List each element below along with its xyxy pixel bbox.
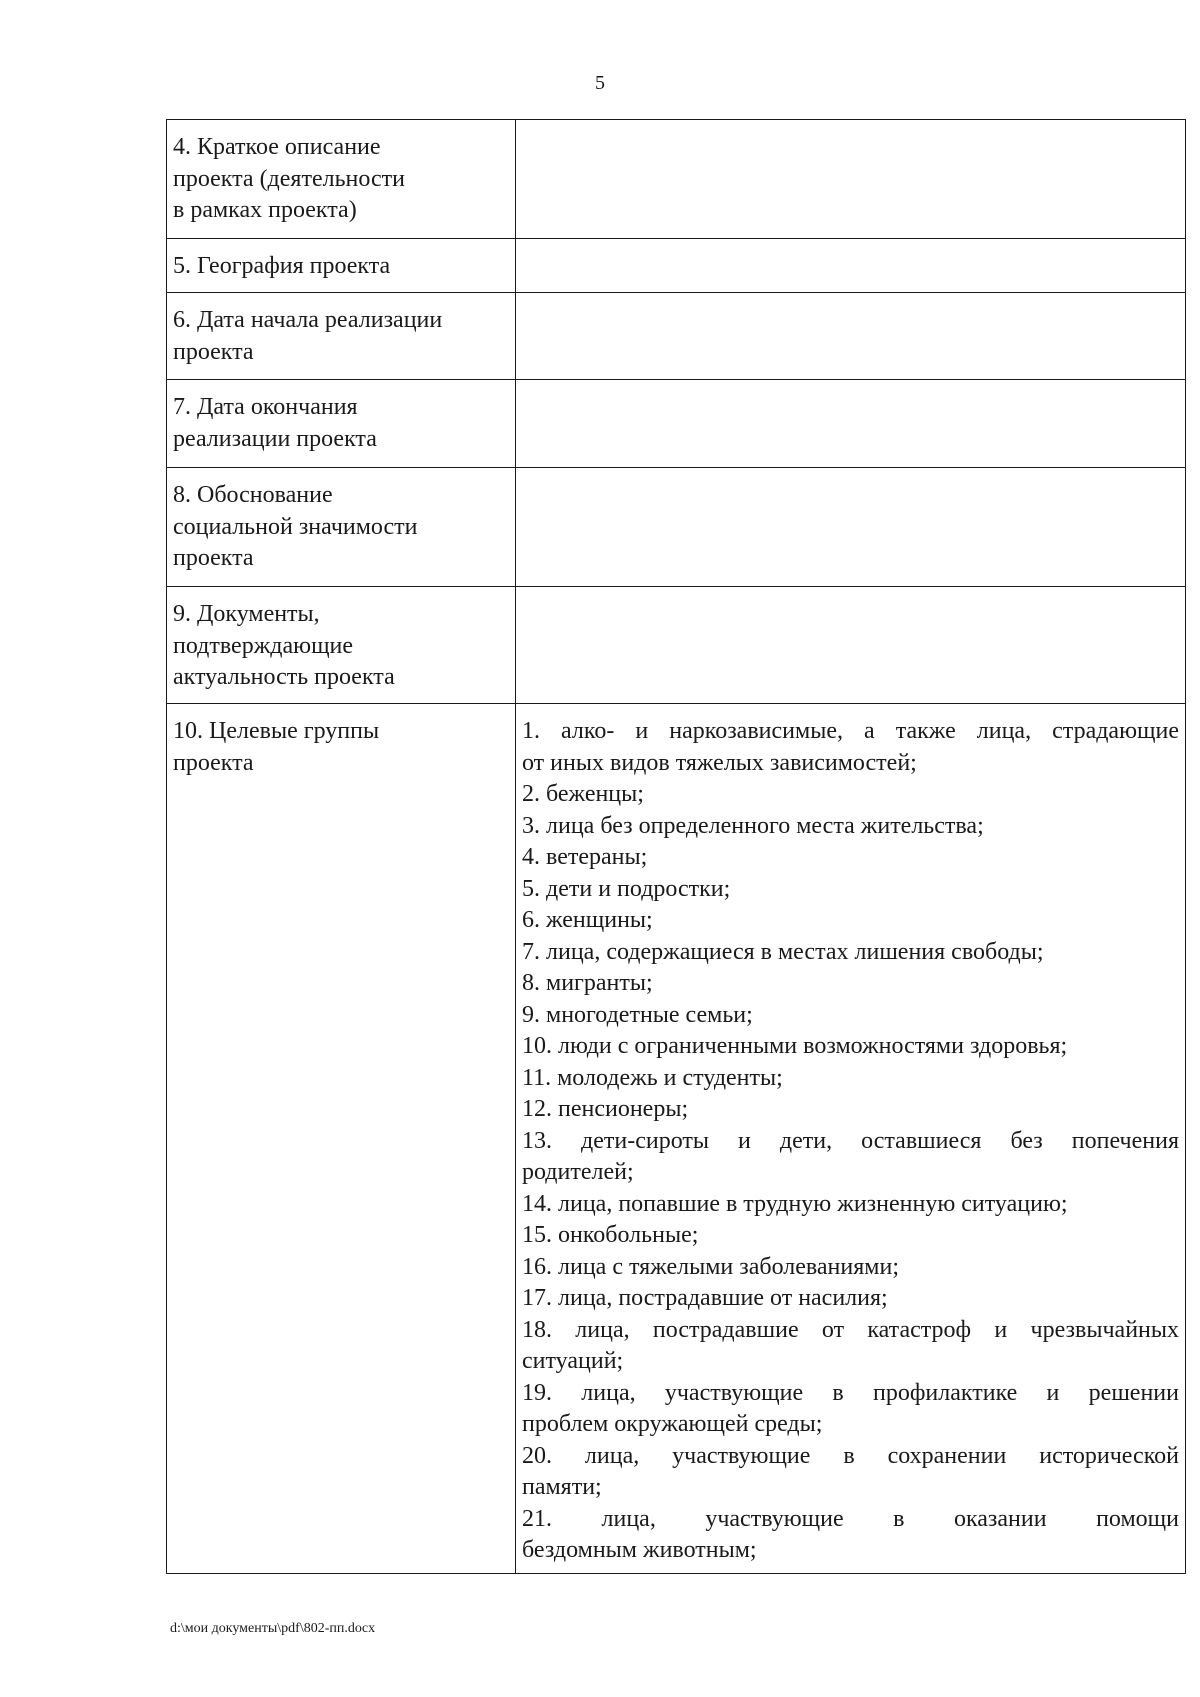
- label-line: 9. Документы,: [173, 601, 320, 627]
- target-group-item: [522, 1000, 1179, 1032]
- label-line: социальной значимости: [173, 513, 418, 540]
- target-group-item: [522, 1315, 1179, 1378]
- target-group-line: памяти;: [522, 1474, 602, 1500]
- label-line: 7. Дата окончания: [173, 394, 358, 420]
- table-row: [167, 587, 1186, 704]
- target-group-line: 4. ветераны;: [522, 844, 648, 870]
- label-line: проекта: [173, 749, 254, 776]
- target-group-item: [522, 779, 1179, 811]
- row-label: [167, 468, 516, 587]
- target-group-line: 2. беженцы;: [522, 781, 644, 807]
- row-value: [516, 293, 1186, 380]
- target-group-line: 7. лица, содержащиеся в местах лишения свободы;: [522, 938, 1044, 965]
- row-label: [167, 704, 516, 1574]
- target-group-item: [522, 1189, 1179, 1221]
- target-group-line: 13. дети-сироты и дети, оставшиеся без попечения: [522, 1127, 1179, 1154]
- target-group-line: 16. лица с тяжелыми заболеваниями;: [522, 1253, 899, 1280]
- project-form-table: [166, 119, 1186, 1574]
- target-group-line: 11. молодежь и студенты;: [522, 1064, 783, 1091]
- target-group-item: [522, 937, 1179, 969]
- target-group-line: 19. лица, участвующие в профилактике и решении: [522, 1379, 1179, 1406]
- label-line: 8. Обоснование: [173, 482, 333, 508]
- target-group-line: 20. лица, участвующие в сохранении исторической: [522, 1442, 1179, 1469]
- label-line: проекта: [173, 338, 254, 365]
- target-group-line: 14. лица, попавшие в трудную жизненную ситуацию;: [522, 1190, 1068, 1217]
- row-label: [167, 380, 516, 468]
- row-label: [167, 120, 516, 239]
- target-groups-list: [516, 704, 1186, 1574]
- target-group-line: 8. мигранты;: [522, 970, 653, 996]
- label-line: 4. Краткое описание: [173, 134, 381, 160]
- target-group-line: бездомным животным;: [522, 1537, 757, 1563]
- target-group-line: проблем окружающей среды;: [522, 1411, 823, 1437]
- target-group-line: ситуаций;: [522, 1348, 624, 1374]
- table-row-target-groups: [167, 704, 1186, 1574]
- row-value: [516, 380, 1186, 468]
- target-group-line: 1. алко- и наркозависимые, а также лица, страдающие: [522, 718, 1179, 744]
- target-group-item: [522, 1220, 1179, 1252]
- label-line: подтверждающие: [173, 632, 354, 659]
- target-group-item: [522, 1031, 1179, 1063]
- table-row: [167, 120, 1186, 239]
- table-row: [167, 380, 1186, 468]
- target-group-line: 17. лица, пострадавшие от насилия;: [522, 1285, 888, 1311]
- target-group-line: от иных видов тяжелых зависимостей;: [522, 749, 917, 776]
- label-line: реализации проекта: [173, 425, 377, 452]
- target-group-line: 10. люди с ограниченными возможностями здоровья;: [522, 1033, 1068, 1059]
- target-group-line: 15. онкобольные;: [522, 1222, 699, 1248]
- row-value: [516, 239, 1186, 293]
- row-label: [167, 293, 516, 380]
- label-line: 5. География проекта: [173, 253, 391, 279]
- target-group-item: [522, 874, 1179, 906]
- row-value: [516, 587, 1186, 704]
- target-group-item: [522, 811, 1179, 843]
- label-line: проекта: [173, 545, 254, 571]
- label-line: актуальность проекта: [173, 664, 395, 690]
- target-group-line: 9. многодетные семьи;: [522, 1001, 753, 1028]
- target-group-item: [522, 905, 1179, 937]
- target-group-item: [522, 716, 1179, 779]
- target-group-line: 5. дети и подростки;: [522, 875, 731, 902]
- row-value: [516, 120, 1186, 239]
- target-group-line: 18. лица, пострадавшие от катастроф и чрезвычайных: [522, 1316, 1179, 1343]
- row-label: [167, 239, 516, 293]
- table-row: [167, 239, 1186, 293]
- label-line: проекта (деятельности: [173, 165, 405, 192]
- table-row: [167, 293, 1186, 380]
- row-label: [167, 587, 516, 704]
- label-line: 10. Целевые группы: [173, 718, 380, 744]
- target-group-line: 6. женщины;: [522, 907, 653, 933]
- target-group-item: [522, 1441, 1179, 1504]
- footer-file-path: d:\мои документы\pdf\802-пп.docx: [170, 1621, 376, 1636]
- target-group-line: 12. пенсионеры;: [522, 1096, 689, 1122]
- target-group-item: [522, 842, 1179, 874]
- page-number: 5: [595, 72, 605, 94]
- target-group-item: [522, 1126, 1179, 1189]
- row-value: [516, 468, 1186, 587]
- target-group-line: родителей;: [522, 1159, 634, 1185]
- target-group-item: [522, 968, 1179, 1000]
- target-group-line: 3. лица без определенного места жительства;: [522, 812, 984, 839]
- target-group-item: [522, 1063, 1179, 1095]
- target-group-item: [522, 1094, 1179, 1126]
- target-group-item: [522, 1378, 1179, 1441]
- target-group-item: [522, 1504, 1179, 1567]
- target-group-item: [522, 1283, 1179, 1315]
- label-line: 6. Дата начала реализации: [173, 307, 443, 333]
- table-row: [167, 468, 1186, 587]
- target-group-line: 21. лица, участвующие в оказании помощи: [522, 1505, 1179, 1532]
- target-group-item: [522, 1252, 1179, 1284]
- label-line: в рамках проекта): [173, 197, 357, 223]
